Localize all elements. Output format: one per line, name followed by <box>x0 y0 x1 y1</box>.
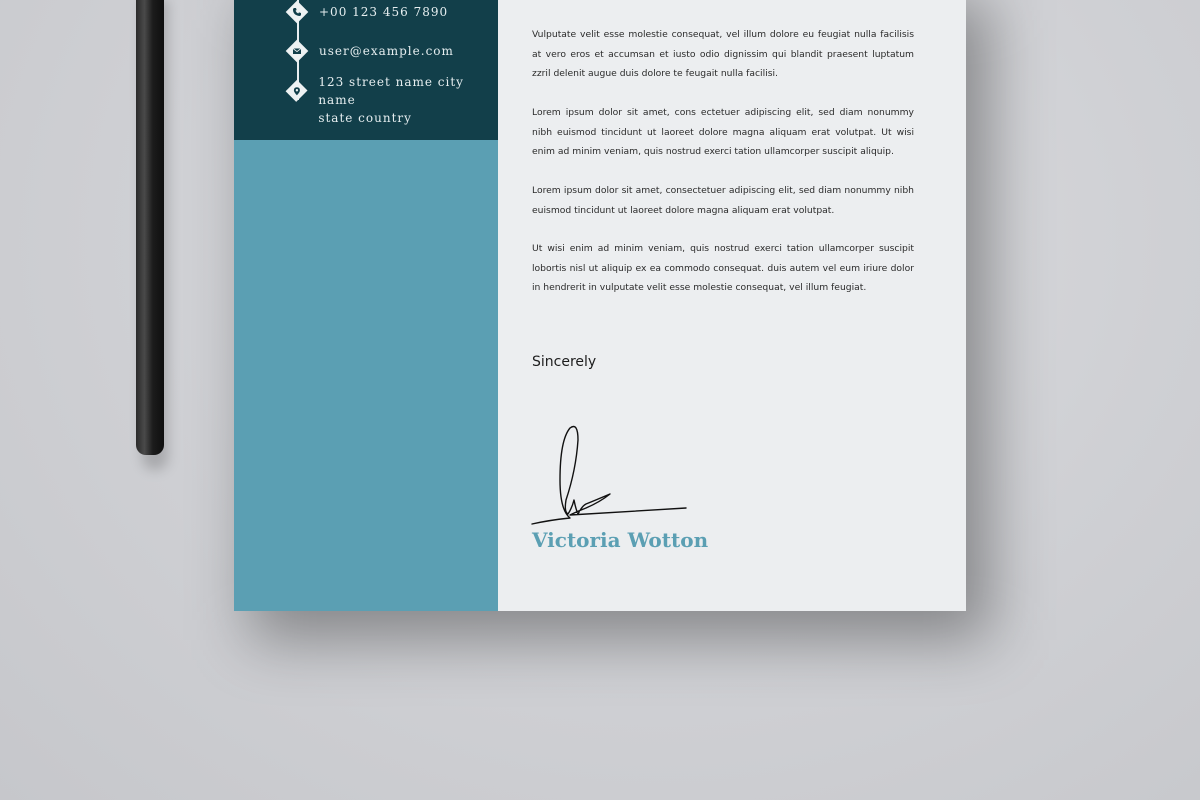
location-icon <box>286 80 308 102</box>
letter-paragraph: Vulputate velit esse molestie consequat, vel illum dolore eu feugiat nulla facilisis at vero eros et accumsan et iusto odio dignissim qui blandit praesent luptatum zzril delenit augue duis dolore te feugait nulla facilisi. <box>532 29 914 79</box>
contact-email <box>286 40 454 62</box>
email-address: user@example.com <box>319 44 454 58</box>
mail-icon <box>286 40 309 63</box>
closing-salutation: Sincerely <box>532 354 597 370</box>
signature <box>530 420 690 530</box>
contact-address <box>286 75 498 125</box>
contact-panel <box>234 0 498 140</box>
sidebar <box>234 0 498 611</box>
address-line-2: state country <box>318 111 412 125</box>
address-line-1: 123 street name city name <box>318 75 464 107</box>
letterhead-page <box>234 0 966 611</box>
letter-paragraph: Ut wisi enim ad minim veniam, quis nostrud exerci tation ullamcorper suscipit lobortis nisl ut aliquip ex ea commodo consequat. duis autem vel eum iriure dolor in hendrerit in vulputate velit esse molestie consequat, vel illum feugiat. <box>532 243 914 293</box>
phone-icon <box>286 1 309 24</box>
letter-paragraph: Lorem ipsum dolor sit amet, cons ectetuer adipiscing elit, sed diam nonummy nibh euismod tincidunt ut laoreet dolore magna aliquam erat volutpat. Ut wisi enim ad minim veniam, quis nostrud exerci tation ullamcorper suscipit aliquip. <box>532 107 914 157</box>
letter-paragraph: Lorem ipsum dolor sit amet, consectetuer adipiscing elit, sed diam nonummy nibh euismod tincidunt ut laoreet dolore magna aliquam erat volutpat. <box>532 185 914 216</box>
address <box>318 73 498 127</box>
contact-phone <box>286 1 448 23</box>
signer-name: Victoria Wotton <box>532 528 709 552</box>
pen <box>136 0 164 455</box>
phone-number: +00 123 456 7890 <box>319 5 449 19</box>
